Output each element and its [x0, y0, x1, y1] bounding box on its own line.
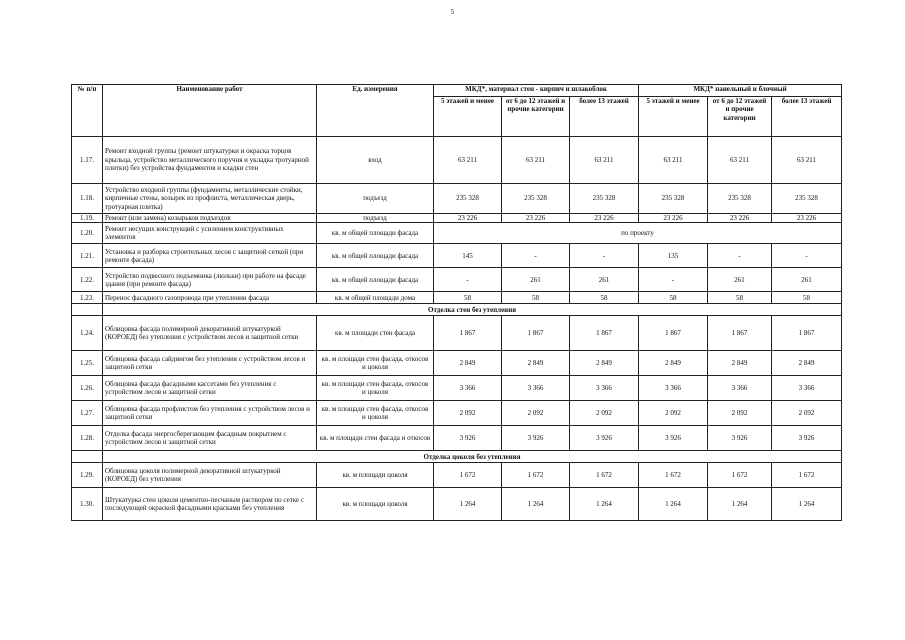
value-cell: 1 867 [772, 316, 842, 351]
table-row [72, 244, 842, 268]
value-cell: 58 [434, 292, 502, 304]
value-cell: 2 092 [708, 401, 772, 426]
row-number: 1.28. [72, 426, 103, 451]
value-cell: 63 211 [639, 137, 708, 184]
row-number: 1.23. [72, 292, 103, 304]
row-number: 1.18. [72, 184, 103, 214]
unit-cell: кв. м общей площади фасада [317, 223, 434, 244]
section-title: Отделка цоколя без утепления [103, 451, 842, 463]
value-cell: 1 264 [639, 488, 708, 521]
row-number: 1.30. [72, 488, 103, 521]
header-num: № п/п [72, 85, 103, 137]
value-cell: 23 226 [502, 214, 570, 223]
row-number: 1.29. [72, 463, 103, 488]
value-cell: 2 849 [639, 351, 708, 376]
value-cell: 235 328 [570, 184, 639, 214]
work-name: Устройство подвесного подъемника (люльки) при работе на фасаде здания (при ремонте фасада) [103, 268, 317, 292]
section-row [72, 451, 842, 463]
section-row [72, 304, 842, 316]
value-cell: 63 211 [502, 137, 570, 184]
section-blank-cell [72, 304, 103, 316]
value-cell: 235 328 [639, 184, 708, 214]
value-cell: 2 849 [502, 351, 570, 376]
value-cell: 58 [639, 292, 708, 304]
value-cell: 2 092 [570, 401, 639, 426]
table-body [72, 137, 842, 521]
unit-cell: кв. м общей площади дома [317, 292, 434, 304]
value-cell: 63 211 [708, 137, 772, 184]
value-cell: 261 [570, 268, 639, 292]
value-cell: 23 226 [639, 214, 708, 223]
work-name: Облицовка фасада сайдингом без утепления с устройством лесов и защитной сетки [103, 351, 317, 376]
work-name: Установка и разборка строительных лесов с защитной сеткой (при ремонте фасада) [103, 244, 317, 268]
value-cell: 23 226 [708, 214, 772, 223]
header-unit: Ед. измерения [317, 85, 434, 137]
unit-cell: подъезд [317, 184, 434, 214]
value-cell: 23 226 [772, 214, 842, 223]
work-name: Ремонт входной группы (ремонт штукатурки и окраска торцов крыльца, устройство металлического поручня и укладка тротуарной плитки) без устройства фундаментов и кладки стен [103, 137, 317, 184]
value-cell: 2 092 [772, 401, 842, 426]
table-row [72, 184, 842, 214]
header-name: Наименование работ [103, 85, 317, 137]
value-cell: 2 092 [434, 401, 502, 426]
value-cell: 135 [639, 244, 708, 268]
unit-cell: кв. м площади цоколя [317, 463, 434, 488]
value-cell: 1 264 [708, 488, 772, 521]
row-number: 1.19. [72, 214, 103, 223]
value-cell: 3 926 [570, 426, 639, 451]
subheader-brick-13: более 13 этажей [570, 97, 639, 137]
value-cell: 2 092 [639, 401, 708, 426]
value-cell: 23 226 [570, 214, 639, 223]
value-cell: 2 849 [570, 351, 639, 376]
work-name: Ремонт (или замена) козырьков подъездов [103, 214, 317, 223]
row-number: 1.26. [72, 376, 103, 401]
value-cell: - [502, 244, 570, 268]
unit-cell: кв. м общей площади фасада [317, 244, 434, 268]
value-cell: 261 [772, 268, 842, 292]
table-row [72, 268, 842, 292]
value-cell: 235 328 [434, 184, 502, 214]
section-title: Отделка стен без утепления [103, 304, 842, 316]
value-cell: 1 867 [708, 316, 772, 351]
unit-cell: вход [317, 137, 434, 184]
value-cell: 3 926 [708, 426, 772, 451]
table-row [72, 488, 842, 521]
table-row [72, 401, 842, 426]
merged-value-cell: по проекту [434, 223, 842, 244]
value-cell: 1 264 [434, 488, 502, 521]
value-cell: 1 672 [502, 463, 570, 488]
table-row [72, 426, 842, 451]
value-cell: 3 366 [708, 376, 772, 401]
page-number: 5 [450, 8, 455, 16]
value-cell: 23 226 [434, 214, 502, 223]
value-cell: 63 211 [772, 137, 842, 184]
section-blank-cell [72, 451, 103, 463]
value-cell: 58 [772, 292, 842, 304]
value-cell: 58 [570, 292, 639, 304]
work-name: Отделка фасада энергосберегающим фасадным покрытием с устройством лесов и защитной сетки [103, 426, 317, 451]
value-cell: 58 [502, 292, 570, 304]
value-cell: 1 672 [639, 463, 708, 488]
table-row [72, 376, 842, 401]
value-cell: 3 926 [502, 426, 570, 451]
unit-cell: кв. м площади стен фасада, откосов и цоколя [317, 351, 434, 376]
unit-cell: кв. м площади стен фасада, откосов и цоколя [317, 401, 434, 426]
work-name: Облицовка фасада полимерной декоративной штукатуркой (КОРОЕД) без утепления с устройством лесов и защитной сетки [103, 316, 317, 351]
value-cell: 1 264 [502, 488, 570, 521]
value-cell: 3 926 [434, 426, 502, 451]
row-number: 1.20. [72, 223, 103, 244]
value-cell: 235 328 [708, 184, 772, 214]
subheader-panel-5: 5 этажей и менее [639, 97, 708, 137]
table-row [72, 214, 842, 223]
unit-cell: кв. м площади стен фасада, откосов и цоколя [317, 376, 434, 401]
value-cell: 1 867 [502, 316, 570, 351]
subheader-brick-6-12: от 6 до 12 этажей и прочие категории [502, 97, 570, 137]
value-cell: 63 211 [434, 137, 502, 184]
value-cell: 235 328 [772, 184, 842, 214]
value-cell: 3 366 [570, 376, 639, 401]
value-cell: - [434, 268, 502, 292]
value-cell: - [639, 268, 708, 292]
value-cell: - [708, 244, 772, 268]
value-cell: 2 849 [434, 351, 502, 376]
table-row [72, 463, 842, 488]
value-cell: - [570, 244, 639, 268]
header-group-panel: МКД* панельный и блочный [639, 85, 842, 97]
value-cell: 1 867 [639, 316, 708, 351]
value-cell: 145 [434, 244, 502, 268]
value-cell: 1 672 [708, 463, 772, 488]
value-cell: 1 672 [570, 463, 639, 488]
rates-table [71, 84, 842, 521]
value-cell: 235 328 [502, 184, 570, 214]
subheader-panel-6-12: от 6 до 12 этажей и прочие категории [708, 97, 772, 137]
work-name: Облицовка фасада профлистом без утепления с устройством лесов и защитной сетки [103, 401, 317, 426]
value-cell: 1 672 [434, 463, 502, 488]
table-row [72, 137, 842, 184]
value-cell: 63 211 [570, 137, 639, 184]
value-cell: 1 672 [772, 463, 842, 488]
value-cell: 2 092 [502, 401, 570, 426]
subheader-brick-5: 5 этажей и менее [434, 97, 502, 137]
row-number: 1.21. [72, 244, 103, 268]
value-cell: 2 849 [708, 351, 772, 376]
row-number: 1.24. [72, 316, 103, 351]
work-name: Устройство входной группы (фундаменты, металлические стойки, кирпичные стены, козырек из профлиста, металлическая дверь, тротуарная плитка) [103, 184, 317, 214]
value-cell: 3 926 [639, 426, 708, 451]
value-cell: 58 [708, 292, 772, 304]
work-name: Облицовка цоколя полимерной декоративной штукатуркой (КОРОЕД) без утепления [103, 463, 317, 488]
work-name: Облицовка фасада фасадными кассетами без утепления с устройством лесов и защитной сетки [103, 376, 317, 401]
table-row [72, 292, 842, 304]
value-cell: 1 264 [772, 488, 842, 521]
unit-cell: кв. м площади стен фасада и откосов [317, 426, 434, 451]
value-cell: 2 849 [772, 351, 842, 376]
work-name: Перенос фасадного газопровода при утеплении фасада [103, 292, 317, 304]
row-number: 1.27. [72, 401, 103, 426]
unit-cell: кв. м площади стен фасада [317, 316, 434, 351]
value-cell: 3 366 [772, 376, 842, 401]
row-number: 1.22. [72, 268, 103, 292]
table-row [72, 223, 842, 244]
work-name: Ремонт несущих конструкций с усилением конструктивных элементов [103, 223, 317, 244]
value-cell: 3 366 [639, 376, 708, 401]
value-cell: 1 867 [434, 316, 502, 351]
row-number: 1.25. [72, 351, 103, 376]
unit-cell: кв. м общей площади фасада [317, 268, 434, 292]
value-cell: 261 [708, 268, 772, 292]
value-cell: 261 [502, 268, 570, 292]
work-name: Штукатурка стен цоколя цементно-песчаным раствором по сетке с последующей окраской фасадными красками без утепления [103, 488, 317, 521]
value-cell: 3 366 [434, 376, 502, 401]
subheader-panel-13: более 13 этажей [772, 97, 842, 137]
row-number: 1.17. [72, 137, 103, 184]
value-cell: 3 366 [502, 376, 570, 401]
table-row [72, 351, 842, 376]
value-cell: - [772, 244, 842, 268]
unit-cell: подъезд [317, 214, 434, 223]
header-group-brick: МКД*, материал стен - кирпич и шлакоблок [434, 85, 639, 97]
table-row [72, 316, 842, 351]
value-cell: 3 926 [772, 426, 842, 451]
value-cell: 1 867 [570, 316, 639, 351]
value-cell: 1 264 [570, 488, 639, 521]
unit-cell: кв. м площади цоколя [317, 488, 434, 521]
